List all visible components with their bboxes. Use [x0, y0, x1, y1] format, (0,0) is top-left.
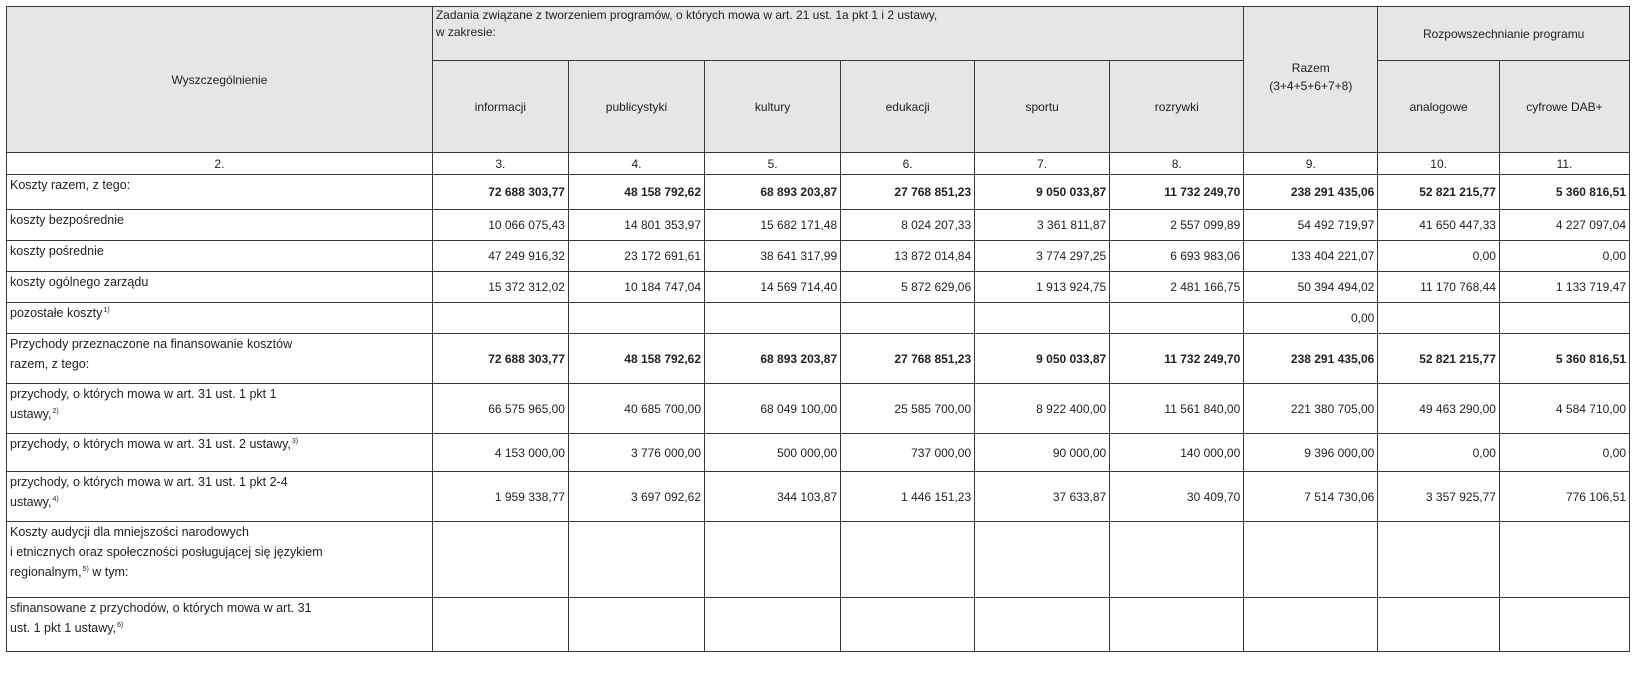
value-cell — [568, 598, 704, 652]
value-cell: 10 066 075,43 — [432, 210, 568, 241]
value-cell: 90 000,00 — [975, 434, 1110, 472]
value-cell: 9 396 000,00 — [1244, 434, 1378, 472]
value-cell: 5 360 816,51 — [1499, 334, 1629, 384]
row-label — [7, 434, 433, 472]
value-cell: 4 153 000,00 — [432, 434, 568, 472]
row-label — [7, 472, 433, 522]
value-cell: 72 688 303,77 — [432, 334, 568, 384]
value-cell: 6 693 983,06 — [1110, 241, 1244, 272]
value-cell — [1110, 522, 1244, 598]
value-cell: 2 481 166,75 — [1110, 272, 1244, 303]
value-cell: 3 697 092,62 — [568, 472, 704, 522]
value-cell: 0,00 — [1378, 434, 1500, 472]
row-przychody-pkt2-4 — [7, 472, 1630, 522]
index-cell: 11. — [1499, 153, 1629, 175]
value-cell: 14 801 353,97 — [568, 210, 704, 241]
value-cell: 11 561 840,00 — [1110, 384, 1244, 434]
index-cell: 8. — [1110, 153, 1244, 175]
header-col-sportu: sportu — [975, 61, 1110, 153]
value-cell — [568, 303, 704, 334]
value-cell: 238 291 435,06 — [1244, 334, 1378, 384]
value-cell: 5 872 629,06 — [841, 272, 975, 303]
value-cell — [705, 303, 841, 334]
index-cell: 2. — [7, 153, 433, 175]
value-cell: 48 158 792,62 — [568, 334, 704, 384]
index-cell: 6. — [841, 153, 975, 175]
header-col-edukacji: edukacji — [841, 61, 975, 153]
footnote-ref: 2) — [52, 408, 59, 415]
value-cell: 13 872 014,84 — [841, 241, 975, 272]
row-label — [7, 334, 433, 384]
row-label: koszty pośrednie — [7, 241, 433, 272]
index-cell: 9. — [1244, 153, 1378, 175]
value-cell: 133 404 221,07 — [1244, 241, 1378, 272]
footnote-ref: 3) — [291, 438, 299, 445]
row-przychody-ust2 — [7, 434, 1630, 472]
row-pozostale-koszty — [7, 303, 1630, 334]
header-col-publicystyki: publicystyki — [568, 61, 704, 153]
row-label-line2: ust. 1 pkt 1 ustawy, — [10, 621, 117, 635]
index-cell: 10. — [1378, 153, 1500, 175]
value-cell: 27 768 851,23 — [841, 175, 975, 210]
row-label — [7, 598, 433, 652]
value-cell — [1110, 303, 1244, 334]
header-col-informacji: informacji — [432, 61, 568, 153]
value-cell — [975, 522, 1110, 598]
value-cell: 0,00 — [1378, 241, 1500, 272]
value-cell: 0,00 — [1244, 303, 1378, 334]
index-cell: 5. — [705, 153, 841, 175]
value-cell: 30 409,70 — [1110, 472, 1244, 522]
value-cell: 1 446 151,23 — [841, 472, 975, 522]
row-label-text: pozostałe koszty — [10, 306, 103, 320]
value-cell: 11 170 768,44 — [1378, 272, 1500, 303]
footnote-ref: 1) — [103, 307, 110, 314]
row-sfinansowane — [7, 598, 1630, 652]
row-label — [7, 384, 433, 434]
index-cell: 4. — [568, 153, 704, 175]
row-label-line1: przychody, o których mowa w art. 31 ust. 1 pkt 2-4 — [10, 475, 288, 489]
value-cell: 238 291 435,06 — [1244, 175, 1378, 210]
row-label: koszty bezpośrednie — [7, 210, 433, 241]
value-cell: 8 024 207,33 — [841, 210, 975, 241]
value-cell: 68 893 203,87 — [705, 334, 841, 384]
value-cell: 25 585 700,00 — [841, 384, 975, 434]
row-label-line3: regionalnym, — [10, 565, 82, 579]
value-cell: 0,00 — [1499, 241, 1629, 272]
value-cell: 4 584 710,00 — [1499, 384, 1629, 434]
value-cell — [1244, 522, 1378, 598]
value-cell: 1 959 338,77 — [432, 472, 568, 522]
value-cell: 0,00 — [1499, 434, 1629, 472]
value-cell: 68 049 100,00 — [705, 384, 841, 434]
row-label — [7, 522, 433, 598]
row-przychody-razem — [7, 334, 1630, 384]
value-cell: 221 380 705,00 — [1244, 384, 1378, 434]
value-cell: 48 158 792,62 — [568, 175, 704, 210]
row-koszty-razem — [7, 175, 1630, 210]
header-razem-line1: Razem — [1291, 61, 1330, 75]
value-cell: 1 133 719,47 — [1499, 272, 1629, 303]
header-zadania-line2: w zakresie: — [435, 25, 496, 39]
header-razem — [1244, 7, 1378, 153]
value-cell — [432, 303, 568, 334]
value-cell — [432, 598, 568, 652]
row-label-text: przychody, o których mowa w art. 31 ust. 2 ustawy, — [10, 437, 291, 451]
footnote-ref: 4) — [52, 496, 59, 503]
value-cell: 1 913 924,75 — [975, 272, 1110, 303]
row-label — [7, 303, 433, 334]
value-cell: 140 000,00 — [1110, 434, 1244, 472]
value-cell: 68 893 203,87 — [705, 175, 841, 210]
index-cell: 7. — [975, 153, 1110, 175]
value-cell: 23 172 691,61 — [568, 241, 704, 272]
value-cell: 40 685 700,00 — [568, 384, 704, 434]
value-cell — [975, 303, 1110, 334]
value-cell: 27 768 851,23 — [841, 334, 975, 384]
value-cell: 47 249 916,32 — [432, 241, 568, 272]
value-cell: 14 569 714,40 — [705, 272, 841, 303]
value-cell: 3 776 000,00 — [568, 434, 704, 472]
row-label: Koszty razem, z tego: — [7, 175, 433, 210]
value-cell: 54 492 719,97 — [1244, 210, 1378, 241]
index-row — [7, 153, 1630, 175]
header-col-analogowe: analogowe — [1378, 61, 1500, 153]
value-cell: 41 650 447,33 — [1378, 210, 1500, 241]
row-koszty-ogolnego-zarzadu — [7, 272, 1630, 303]
value-cell — [1378, 522, 1500, 598]
value-cell: 3 774 297,25 — [975, 241, 1110, 272]
value-cell — [1499, 303, 1629, 334]
header-col-kultury: kultury — [705, 61, 841, 153]
value-cell: 11 732 249,70 — [1110, 175, 1244, 210]
row-label-line2: i etnicznych oraz społeczności posługującej się językiem — [10, 545, 323, 559]
value-cell: 50 394 494,02 — [1244, 272, 1378, 303]
financial-table — [6, 6, 1630, 652]
row-koszty-audycji — [7, 522, 1630, 598]
row-label-line2: ustawy, — [10, 407, 52, 421]
value-cell — [1499, 598, 1629, 652]
row-label-line2: razem, z tego: — [10, 357, 90, 371]
header-col-rozrywki: rozrywki — [1110, 61, 1244, 153]
header-rozpowszechnianie: Rozpowszechnianie programu — [1378, 7, 1630, 61]
value-cell: 49 463 290,00 — [1378, 384, 1500, 434]
row-label-line3-suffix: w tym: — [88, 565, 129, 579]
value-cell: 737 000,00 — [841, 434, 975, 472]
value-cell: 52 821 215,77 — [1378, 175, 1500, 210]
value-cell — [1244, 598, 1378, 652]
value-cell: 7 514 730,06 — [1244, 472, 1378, 522]
row-label-line1: przychody, o których mowa w art. 31 ust. 1 pkt 1 — [10, 387, 277, 401]
value-cell — [841, 598, 975, 652]
value-cell: 15 372 312,02 — [432, 272, 568, 303]
value-cell: 72 688 303,77 — [432, 175, 568, 210]
header-zadania-line1: Zadania związane z tworzeniem programów, o których mowa w art. 21 ust. 1a pkt 1 i 2 ustawy, — [435, 8, 938, 22]
value-cell: 15 682 171,48 — [705, 210, 841, 241]
value-cell: 66 575 965,00 — [432, 384, 568, 434]
row-label: koszty ogólnego zarządu — [7, 272, 433, 303]
value-cell: 3 361 811,87 — [975, 210, 1110, 241]
header-razem-line2: (3+4+5+6+7+8) — [1269, 79, 1353, 93]
header-row-1 — [7, 7, 1630, 61]
value-cell — [841, 303, 975, 334]
value-cell — [1499, 522, 1629, 598]
value-cell: 9 050 033,87 — [975, 175, 1110, 210]
footnote-ref: 6) — [117, 622, 124, 629]
value-cell: 10 184 747,04 — [568, 272, 704, 303]
row-label-line1: Koszty audycji dla mniejszości narodowych — [10, 525, 249, 539]
value-cell — [705, 522, 841, 598]
value-cell: 37 633,87 — [975, 472, 1110, 522]
value-cell — [432, 522, 568, 598]
header-zadania — [432, 7, 1243, 61]
value-cell: 5 360 816,51 — [1499, 175, 1629, 210]
value-cell: 3 357 925,77 — [1378, 472, 1500, 522]
value-cell: 2 557 099,89 — [1110, 210, 1244, 241]
value-cell — [1378, 303, 1500, 334]
value-cell — [705, 598, 841, 652]
value-cell: 11 732 249,70 — [1110, 334, 1244, 384]
value-cell: 776 106,51 — [1499, 472, 1629, 522]
row-koszty-bezposrednie — [7, 210, 1630, 241]
value-cell — [1378, 598, 1500, 652]
header-wyszczegolnienie: Wyszczególnienie — [7, 7, 433, 153]
value-cell: 8 922 400,00 — [975, 384, 1110, 434]
row-label-line2: ustawy, — [10, 495, 52, 509]
value-cell: 344 103,87 — [705, 472, 841, 522]
value-cell: 52 821 215,77 — [1378, 334, 1500, 384]
value-cell: 9 050 033,87 — [975, 334, 1110, 384]
index-cell: 3. — [432, 153, 568, 175]
row-label-line1: Przychody przeznaczone na finansowanie kosztów — [10, 337, 293, 351]
value-cell: 500 000,00 — [705, 434, 841, 472]
value-cell — [1110, 598, 1244, 652]
value-cell — [975, 598, 1110, 652]
row-przychody-pkt1 — [7, 384, 1630, 434]
footnote-ref: 5) — [82, 566, 89, 573]
header-col-cyfrowe: cyfrowe DAB+ — [1499, 61, 1629, 153]
value-cell — [568, 522, 704, 598]
value-cell: 4 227 097,04 — [1499, 210, 1629, 241]
value-cell: 38 641 317,99 — [705, 241, 841, 272]
value-cell — [841, 522, 975, 598]
row-koszty-posrednie — [7, 241, 1630, 272]
row-label-line1: sfinansowane z przychodów, o których mowa w art. 31 — [10, 601, 312, 615]
